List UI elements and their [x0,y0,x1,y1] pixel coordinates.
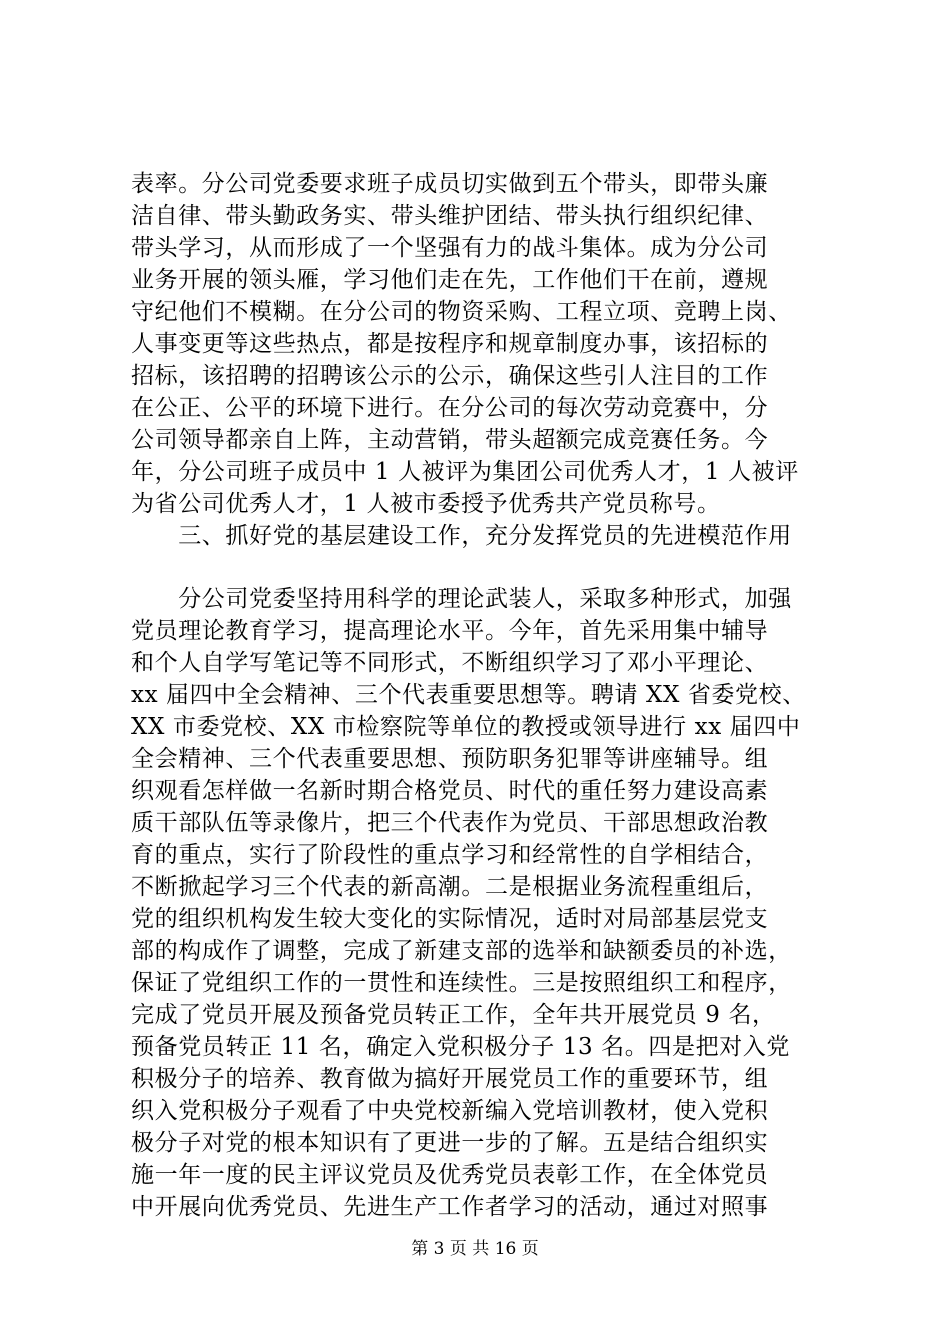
text-line: 保证了党组织工作的一贯性和连续性。三是按照组织工和程序， [131,970,792,996]
text-line: 人事变更等这些热点，都是按程序和规章制度办事，该招标的 [131,331,769,357]
text-line: 带头学习，从而形成了一个坚强有力的战斗集体。成为分公司 [131,235,769,261]
text-line: xx 届四中全会精神、三个代表重要思想等。聘请 XX 省委党校、 [131,682,806,708]
text-line: 育的重点，实行了阶段性的重点学习和经常性的自学相结合， [131,842,769,868]
text-line: 预备党员转正 11 名，确定入党积极分子 13 名。四是把对入党 [131,1034,790,1060]
text-line: 招标，该招聘的招聘该公示的公示，确保这些引人注目的工作 [131,363,769,389]
text-line: 中开展向优秀党员、先进生产工作者学习的活动，通过对照事 [131,1194,769,1220]
text-line: 积极分子的培养、教育做为搞好开展党员工作的重要环节，组 [131,1066,769,1092]
text-line: 全会精神、三个代表重要思想、预防职务犯罪等讲座辅导。组 [131,746,769,772]
text-line: 洁自律、带头勤政务实、带头维护团结、带头执行组织纪律、 [131,203,769,229]
text-line: 年，分公司班子成员中 1 人被评为集团公司优秀人才，1 人被评 [131,459,799,485]
text-line: 质干部队伍等录像片，把三个代表作为党员、干部思想政治教 [131,810,769,836]
text-line: 党员理论教育学习，提高理论水平。今年，首先采用集中辅导 [131,618,769,644]
text-line: 业务开展的领头雁，学习他们走在先，工作他们干在前，遵规 [131,267,769,293]
text-line: 织入党积极分子观看了中央党校新编入党培训教材，使入党积 [131,1098,769,1124]
text-line: 部的构成作了调整，完成了新建支部的选举和缺额委员的补选， [131,938,792,964]
text-line: 织观看怎样做一名新时期合格党员、时代的重任努力建设高素 [131,778,769,804]
text-line: 党的组织机构发生较大变化的实际情况，适时对局部基层党支 [131,906,769,932]
text-line: 在公正、公平的环境下进行。在分公司的每次劳动竞赛中，分 [131,395,769,421]
text-line: 不断掀起学习三个代表的新高潮。二是根据业务流程重组后， [131,874,769,900]
text-line: 公司领导都亲自上阵，主动营销，带头超额完成竞赛任务。今 [131,427,769,453]
text-line: 分公司党委坚持用科学的理论武装人，采取多种形式，加强 [131,586,792,612]
text-line: 为省公司优秀人才，1 人被市委授予优秀共产党员称号。 [131,491,721,517]
section-heading: 三、抓好党的基层建设工作，充分发挥党员的先进模范作用 [131,523,792,549]
text-line: 施一年一度的民主评议党员及优秀党员表彰工作，在全体党员 [131,1162,769,1188]
text-line: XX 市委党校、XX 市检察院等单位的教授或领导进行 xx 届四中 [131,714,801,740]
text-line: 守纪他们不模糊。在分公司的物资采购、工程立项、竞聘上岗、 [131,299,792,325]
page-number-footer: 第 3 页 共 16 页 [411,1239,539,1259]
text-line: 表率。分公司党委要求班子成员切实做到五个带头，即带头廉 [131,171,769,197]
text-line: 完成了党员开展及预备党员转正工作，全年共开展党员 9 名， [131,1002,776,1028]
text-line: 和个人自学写笔记等不同形式，不断组织学习了邓小平理论、 [131,650,769,676]
text-line: 极分子对党的根本知识有了更进一步的了解。五是结合组织实 [131,1130,769,1156]
